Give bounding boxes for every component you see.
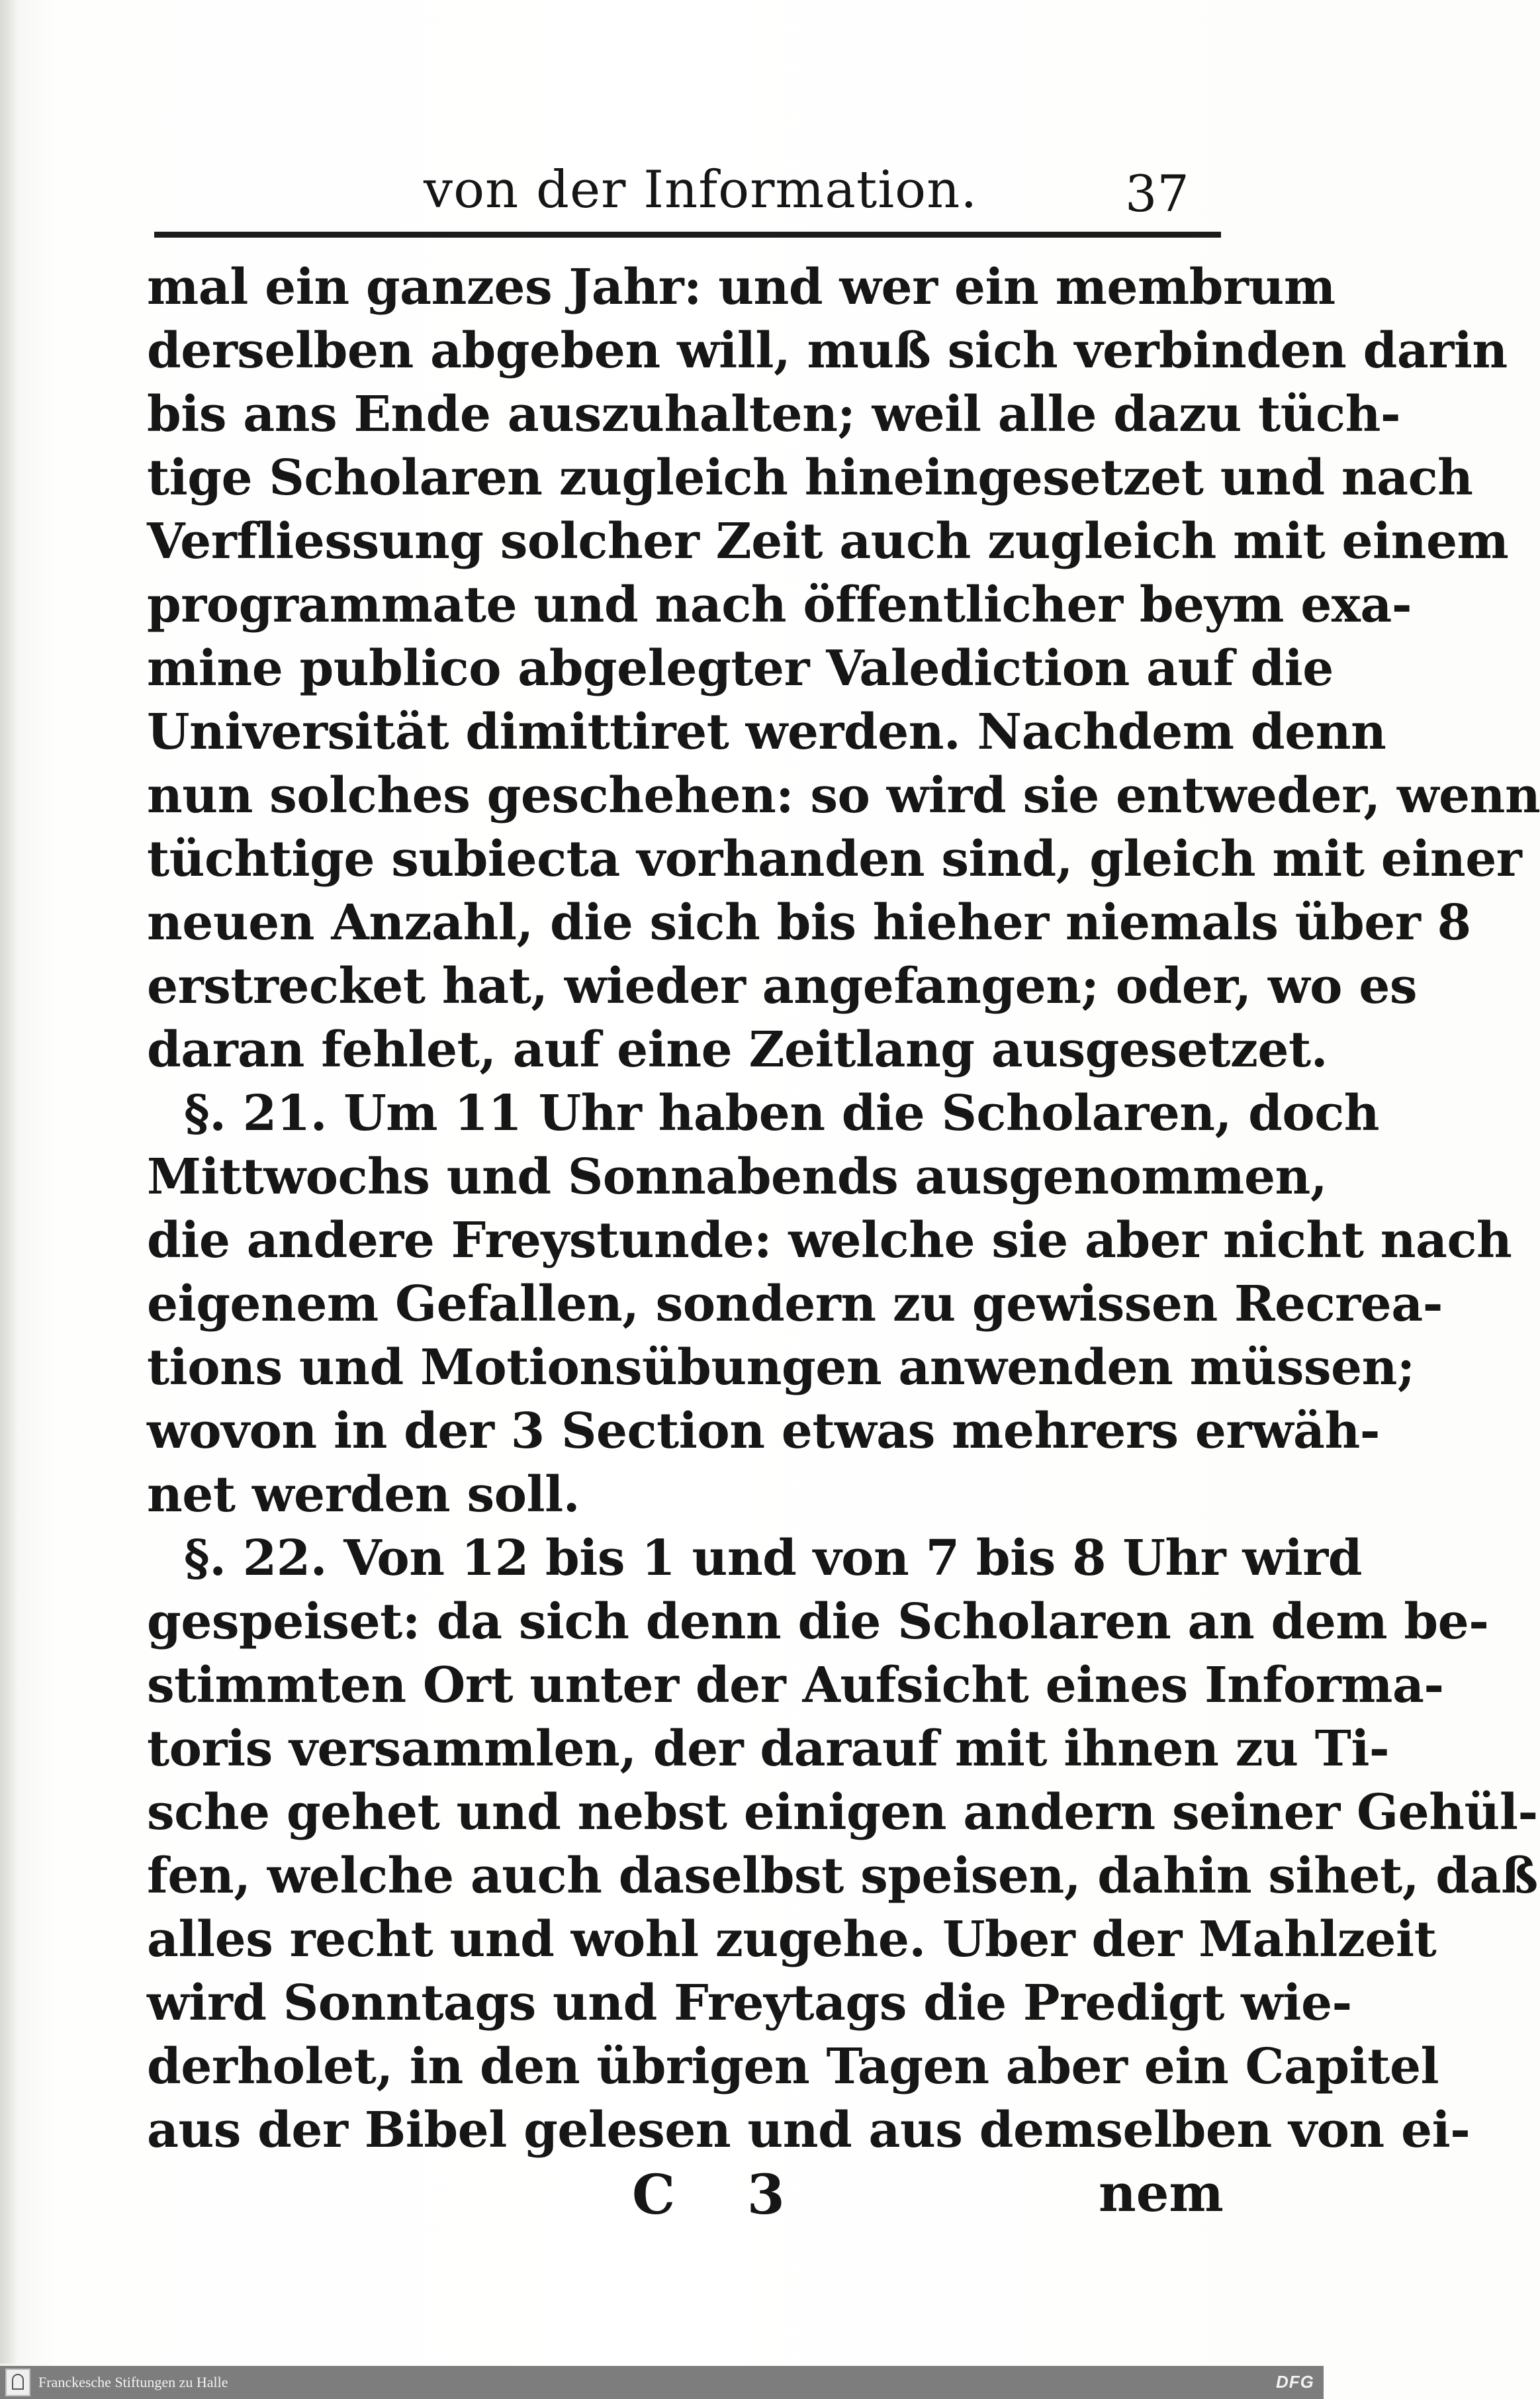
library-credit: Franckesche Stiftungen zu Halle — [38, 2374, 228, 2390]
paragraph-end-line: net werden soll. — [147, 1466, 580, 1523]
text-line: stimmten Ort unter der Aufsicht eines Informa- — [147, 1657, 1444, 1714]
text-line: eigenem Gefallen, sondern zu gewissen Recrea- — [147, 1276, 1443, 1333]
text-line: Universität dimittiret werden. Nachdem denn — [147, 704, 1386, 761]
dfg-logo: DFG — [1276, 2372, 1314, 2392]
text-line: neuen Anzahl, die sich bis hieher niemals über 8 — [147, 894, 1471, 951]
paragraph-end-line: daran fehlet, auf eine Zeitlang ausgesetzet. — [147, 1021, 1328, 1078]
text-line: wovon in der 3 Section etwas mehrers erwäh- — [147, 1403, 1381, 1460]
text-line: Mittwochs und Sonnabends ausgenommen, — [147, 1149, 1328, 1205]
text-line: derholet, in den übrigen Tagen aber ein Capitel — [147, 2038, 1439, 2095]
text-line: gespeiset: da sich denn die Scholaren an dem be- — [147, 1593, 1489, 1650]
page-footer — [0, 2163, 1324, 2236]
body-text — [147, 256, 1540, 2162]
text-line: mine publico abgelegter Valediction auf die — [147, 640, 1334, 697]
text-line: aus der Bibel gelesen und aus demselben von ei- — [147, 2102, 1471, 2159]
text-line: tige Scholaren zugleich hineingesetzet und nach — [147, 449, 1473, 506]
signature-mark: C 3 — [632, 2163, 811, 2227]
text-line: programmate und nach öffentlicher beym exa- — [147, 577, 1412, 634]
text-line: die andere Freystunde: welche sie aber nicht nach — [147, 1212, 1512, 1269]
viewer-bottom-bar — [0, 2366, 1324, 2399]
section-21-start: §. 21. Um 11 Uhr haben die Scholaren, doch — [184, 1085, 1380, 1142]
catchword: nem — [1099, 2163, 1224, 2224]
gutter-shadow — [0, 0, 17, 2363]
text-line: nun solches geschehen: so wird sie entweder, wenn — [147, 767, 1540, 824]
text-line: bis ans Ende auszuhalten; weil alle dazu tüch- — [147, 386, 1401, 443]
text-line: derselben abgeben will, muß sich verbinden darin — [147, 322, 1508, 379]
text-line: alles recht und wohl zugehe. Uber der Mahlzeit — [147, 1911, 1437, 1968]
text-line: tions und Motionsübungen anwenden müssen; — [147, 1339, 1415, 1396]
section-22-start: §. 22. Von 12 bis 1 und von 7 bis 8 Uhr wird — [184, 1530, 1362, 1587]
text-line: wird Sonntags und Freytags die Predigt wie- — [147, 1975, 1352, 2032]
text-line: toris versammlen, der darauf mit ihnen zu Ti- — [147, 1720, 1390, 1777]
text-line: fen, welche auch daselbst speisen, dahin sihet, daß — [147, 1848, 1538, 1905]
text-line: Verfliessung solcher Zeit auch zugleich mit einem — [147, 513, 1509, 570]
text-line: tüchtige subiecta vorhanden sind, gleich mit einer — [147, 831, 1522, 888]
text-line: mal ein ganzes Jahr: und wer ein membrum — [147, 259, 1336, 316]
header-rule — [154, 232, 1221, 238]
page-number: 37 — [1125, 164, 1189, 223]
text-line: erstrecket hat, wieder angefangen; oder, wo es — [147, 958, 1417, 1015]
library-logo-icon — [5, 2369, 30, 2396]
running-head: von der Information. — [424, 160, 978, 220]
text-line: sche gehet und nebst einigen andern seiner Gehül- — [147, 1784, 1538, 1841]
